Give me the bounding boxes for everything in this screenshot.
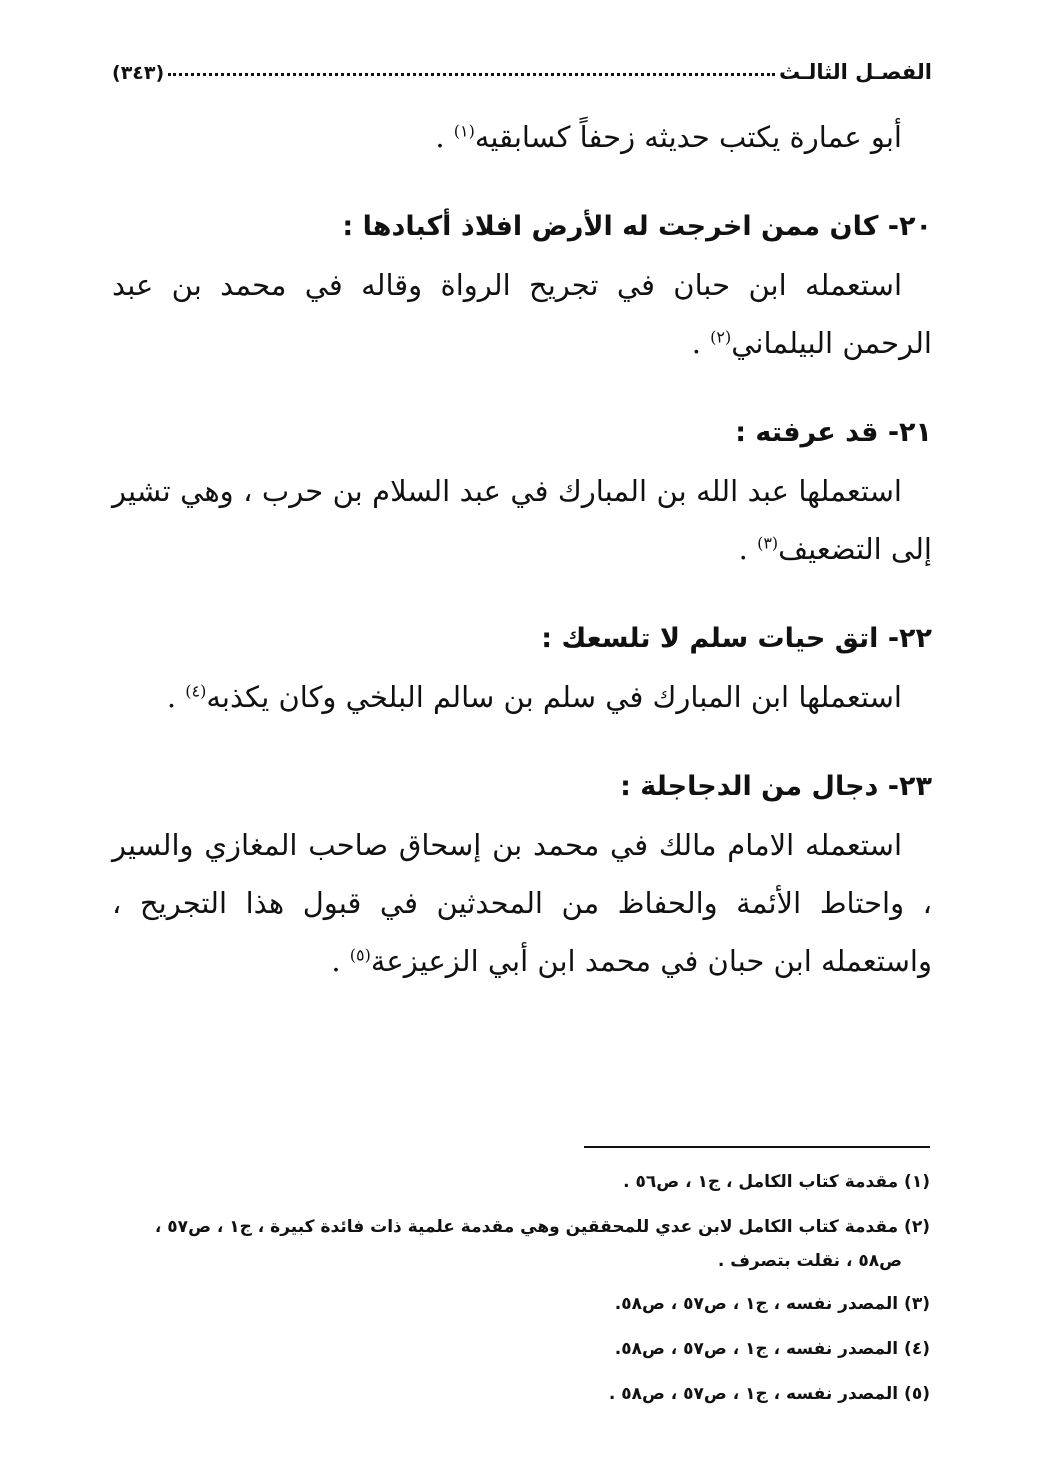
footnotes (108, 1160, 930, 1417)
item-23-end: . (331, 944, 350, 978)
item-21-end: . (738, 532, 758, 566)
main-text (112, 108, 932, 990)
item-20-body: استعمله ابن حبان في تجريح الرواة وقاله في محمد بن عبد الرحمن البيلماني (112, 268, 932, 360)
footnote-2-continued: ص٥٨ ، نقلت بتصرف . (717, 1251, 902, 1271)
footnote-ref-3[interactable]: (٣) (757, 533, 779, 553)
item-20-heading: ٢٠- كان ممن اخرجت له الأرض افلاذ أكبادها : (342, 211, 932, 242)
footnote-3: (٣) المصدر نفسه ، ج١ ، ص٥٧ ، ص٥٨. (614, 1294, 930, 1314)
footnote-ref-5[interactable]: (٥) (349, 945, 371, 965)
running-header (112, 44, 932, 84)
footnote-5: (٥) المصدر نفسه ، ج١ ، ص٥٧ ، ص٥٨ . (608, 1384, 930, 1404)
footnote-1: (١) مقدمة كتاب الكامل ، ج١ ، ص٥٦ . (623, 1172, 930, 1192)
item-23-text (112, 816, 932, 990)
footnote-ref-4[interactable]: (٤) (185, 681, 207, 701)
footnote-ref-1[interactable]: (١) (453, 121, 475, 141)
footnote-ref-2[interactable]: (٢) (710, 327, 732, 347)
header-dot-leader (168, 72, 775, 76)
footnote-2: (٢) مقدمة كتاب الكامل لابن عدي للمحققين وهي مقدمة علمية ذات فائدة كبيرة ، ج١ ، ص٥٧ ، (154, 1217, 930, 1237)
item-22-text (112, 668, 932, 726)
item-23-body: استعمله الامام مالك في محمد بن إسحاق صاحب المغازي والسير ، واحتاط الأئمة والحفاظ من المحدثين في قبول هذا التجريح ، واستعمله ابن حبان في محمد ابن أبي الزعيزعة (112, 828, 932, 978)
item-21-body: استعملها عبد الله بن المبارك في عبد السلام بن حرب ، وهي تشير إلى التضعيف (112, 474, 932, 566)
footnote-separator (584, 1146, 930, 1148)
intro-paragraph (112, 108, 932, 166)
intro-text: أبو عمارة يكتب حديثه زحفاً كسابقيه (474, 120, 902, 154)
item-22-end: . (166, 680, 186, 714)
item-23-heading: ٢٣- دجال من الدجاجلة : (620, 771, 932, 802)
item-22-heading: ٢٢- اتق حيات سلم لا تلسعك : (541, 623, 932, 654)
item-21-heading: ٢١- قد عرفته : (735, 417, 932, 448)
item-22-body: استعملها ابن المبارك في سلم بن سالم البلخي وكان يكذبه (206, 680, 902, 714)
item-20-text (112, 256, 932, 372)
page-number: (٣٤٣) (112, 62, 165, 84)
item-21-text (112, 462, 932, 578)
chapter-title: الفصـل الثالـث (779, 60, 932, 84)
item-20-end: . (691, 326, 711, 360)
intro-end: . (435, 120, 454, 154)
footnote-4: (٤) المصدر نفسه ، ج١ ، ص٥٧ ، ص٥٨. (614, 1339, 930, 1359)
